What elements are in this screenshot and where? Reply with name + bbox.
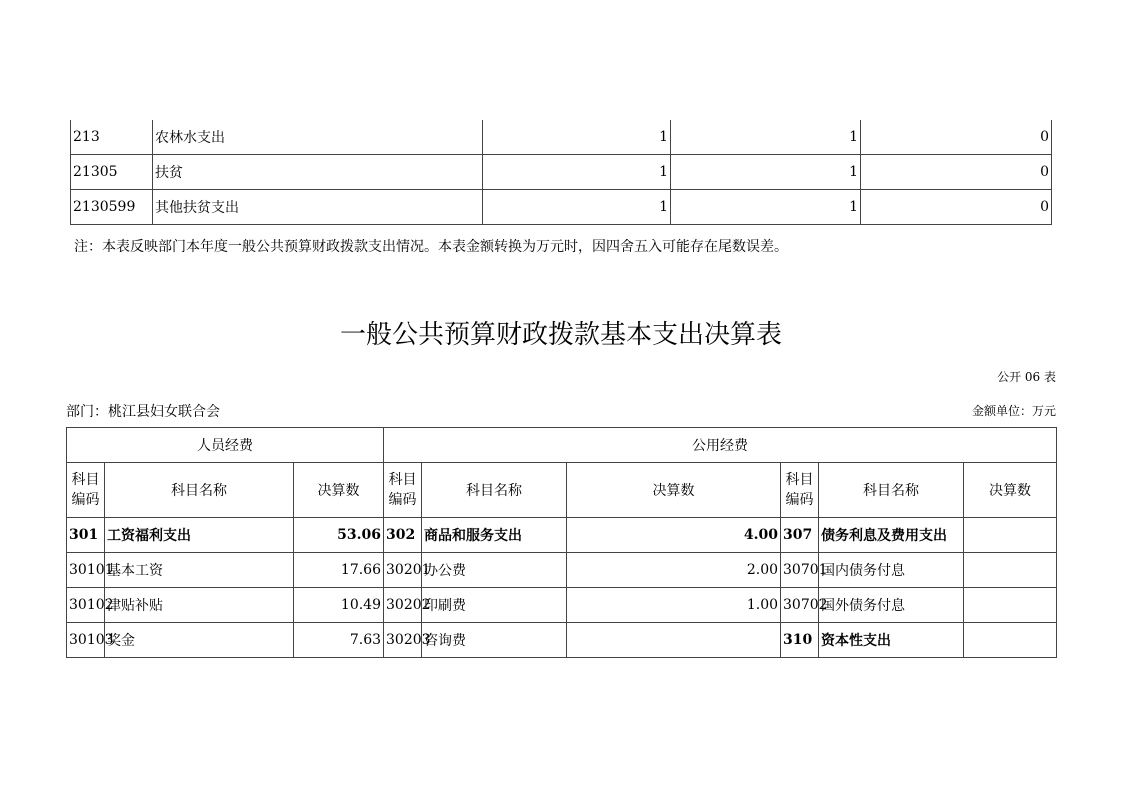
subject-name: 其他扶贫支出 (153, 190, 483, 225)
table-row (71, 190, 1052, 225)
table-note: 注：本表反映部门本年度一般公共预算财政拨款支出情况。本表金额转换为万元时，因四舍五入可能存在尾数误差。 (74, 239, 788, 255)
amount-cell: 17.66 (294, 553, 384, 588)
table-row (67, 588, 1057, 623)
col-name-header: 科目名称 (105, 463, 294, 518)
column-header-row (67, 463, 1057, 518)
subject-code: 307 (781, 518, 819, 553)
amount-cell: 0 (861, 155, 1052, 190)
amount-cell: 7.63 (294, 623, 384, 658)
amount-cell: 1 (483, 155, 671, 190)
col-name-header: 科目名称 (819, 463, 964, 518)
amount-cell: 1 (483, 190, 671, 225)
subject-code: 30103 (67, 623, 105, 658)
amount-cell: 1 (671, 155, 861, 190)
subject-code: 21305 (71, 155, 153, 190)
table-row (71, 120, 1052, 155)
col-code-header: 科目编码 (781, 463, 819, 518)
col-amount-header: 决算数 (567, 463, 781, 518)
table-row (67, 623, 1057, 658)
amount-cell: 0 (861, 190, 1052, 225)
subject-name: 工资福利支出 (105, 518, 294, 553)
subject-name: 办公费 (422, 553, 567, 588)
subject-code: 302 (384, 518, 422, 553)
amount-cell: 1.00 (567, 588, 781, 623)
subject-code: 30101 (67, 553, 105, 588)
personnel-group-header: 人员经费 (67, 428, 384, 463)
table-row (71, 155, 1052, 190)
amount-cell: 2.00 (567, 553, 781, 588)
subject-code: 30702 (781, 588, 819, 623)
amount-cell: 0 (861, 120, 1052, 155)
subject-code: 30201 (384, 553, 422, 588)
department-label: 部门：桃江县妇女联合会 (66, 404, 220, 420)
subject-name: 扶贫 (153, 155, 483, 190)
amount-cell: 1 (483, 120, 671, 155)
amount-cell: 4.00 (567, 518, 781, 553)
subject-name: 债务利息及费用支出 (819, 518, 964, 553)
page-title: 一般公共预算财政拨款基本支出决算表 (339, 320, 782, 350)
amount-cell: 53.06 (294, 518, 384, 553)
group-header-row (67, 428, 1057, 463)
table-row (67, 518, 1057, 553)
subject-code: 30203 (384, 623, 422, 658)
col-name-header: 科目名称 (422, 463, 567, 518)
subject-name: 津贴补贴 (105, 588, 294, 623)
subject-name: 国内债务付息 (819, 553, 964, 588)
col-amount-header: 决算数 (294, 463, 384, 518)
subject-name: 农林水支出 (153, 120, 483, 155)
table-row (67, 553, 1057, 588)
amount-cell: 1 (671, 190, 861, 225)
subject-code: 30202 (384, 588, 422, 623)
subject-code: 30102 (67, 588, 105, 623)
subject-name: 商品和服务支出 (422, 518, 567, 553)
amount-cell (567, 623, 781, 658)
subject-name: 基本工资 (105, 553, 294, 588)
unit-label: 金额单位：万元 (971, 404, 1056, 418)
amount-cell: 1 (671, 120, 861, 155)
subject-name: 资本性支出 (819, 623, 964, 658)
amount-cell (964, 518, 1057, 553)
subject-code: 30701 (781, 553, 819, 588)
amount-cell (964, 553, 1057, 588)
subject-name: 国外债务付息 (819, 588, 964, 623)
subject-name: 印刷费 (422, 588, 567, 623)
subject-code: 213 (71, 120, 153, 155)
table-id-label: 公开 06 表 (997, 370, 1056, 384)
subject-name: 奖金 (105, 623, 294, 658)
subject-code: 301 (67, 518, 105, 553)
subject-code: 2130599 (71, 190, 153, 225)
col-code-header: 科目编码 (67, 463, 105, 518)
subject-name: 咨询费 (422, 623, 567, 658)
basic-expenditure-table (66, 427, 1057, 658)
amount-cell (964, 588, 1057, 623)
amount-cell: 10.49 (294, 588, 384, 623)
subject-code: 310 (781, 623, 819, 658)
top-expenditure-table (70, 120, 1052, 225)
amount-cell (964, 623, 1057, 658)
public-group-header: 公用经费 (384, 428, 1057, 463)
col-amount-header: 决算数 (964, 463, 1057, 518)
col-code-header: 科目编码 (384, 463, 422, 518)
